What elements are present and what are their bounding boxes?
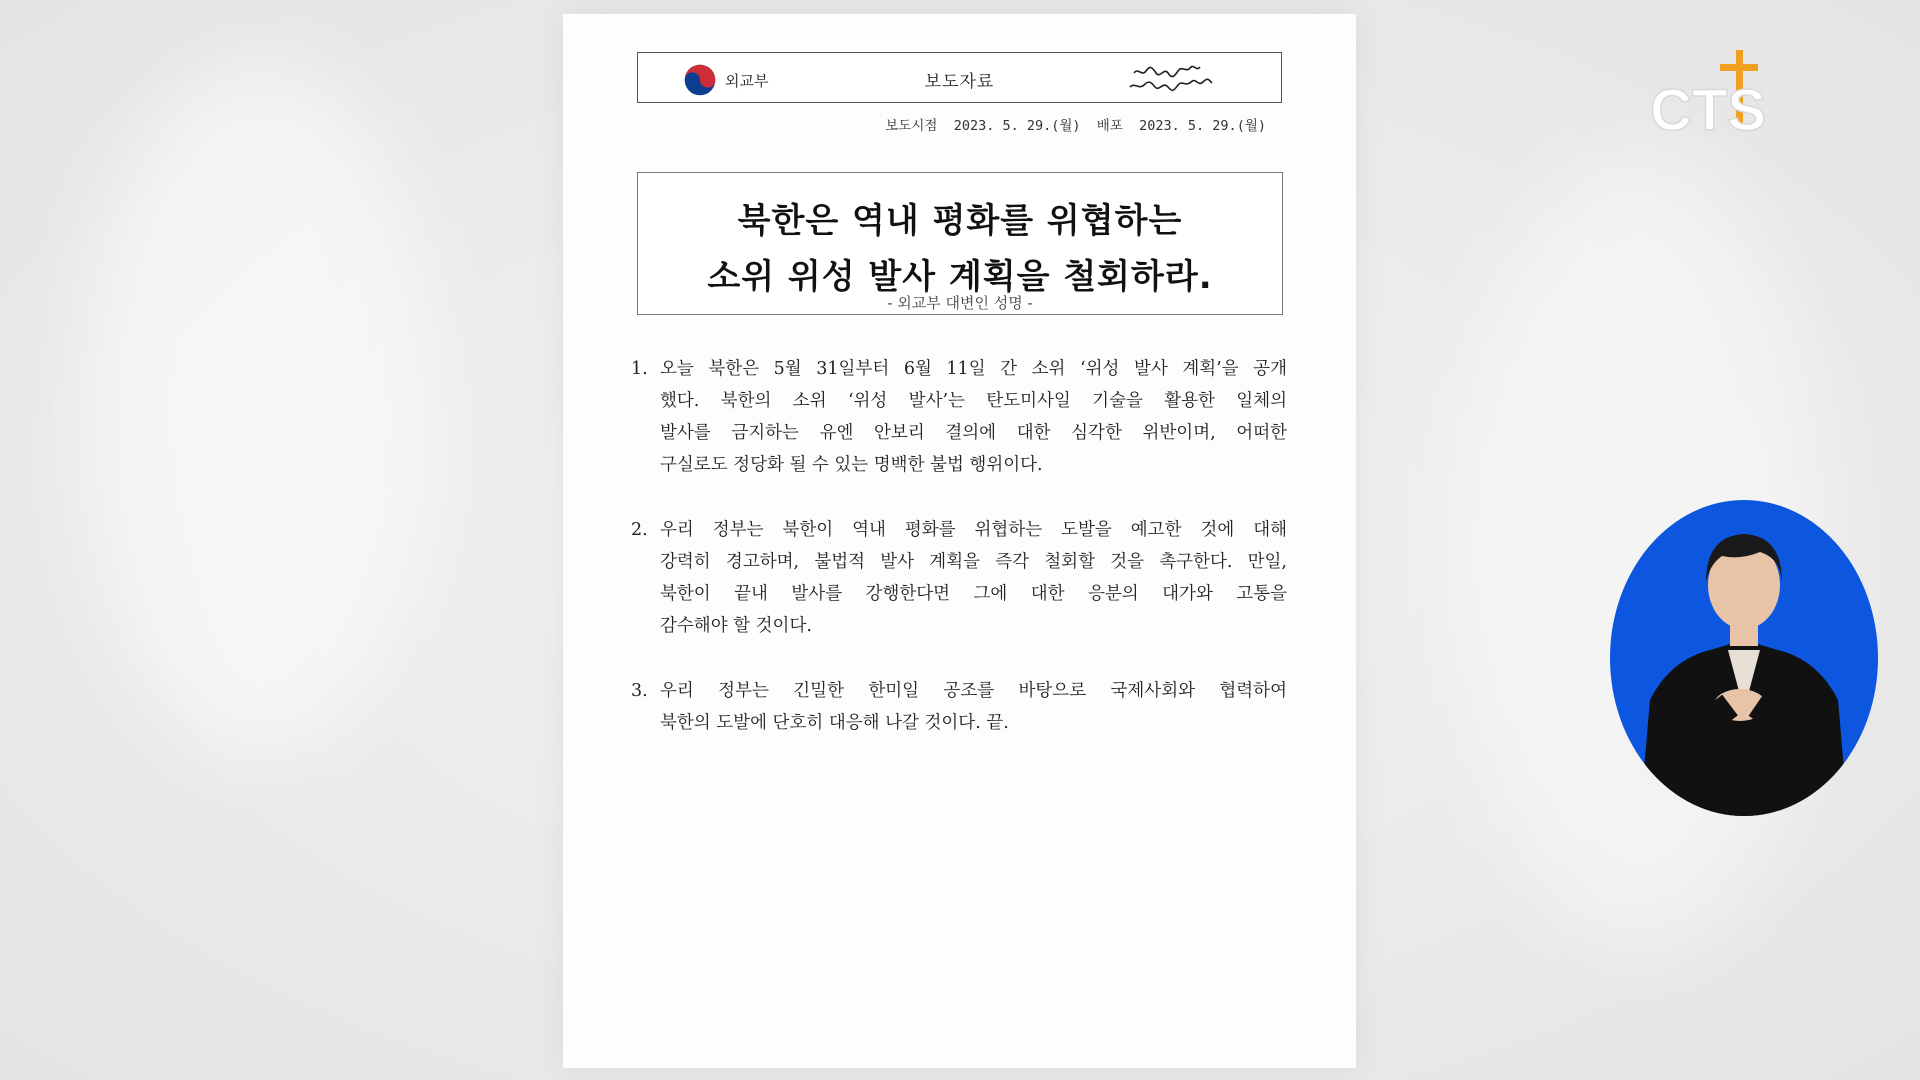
paragraph-line: 오늘 북한은 5월 31일부터 6월 11일 간 소위 ‘위성 발사 계획’을 공개 bbox=[660, 359, 1287, 379]
release-timing bbox=[885, 114, 1266, 134]
paragraph-line: 북한이 끝내 발사를 강행한다면 그에 대한 응분의 대가와 고통을 bbox=[660, 584, 1287, 604]
paragraph-line: 우리 정부는 긴밀한 한미일 공조를 바탕으로 국제사회와 협력하여 bbox=[660, 681, 1287, 701]
distribution-value: 2023. 5. 29.(월) bbox=[1139, 118, 1266, 134]
interpreter-figure-icon bbox=[1610, 500, 1878, 816]
cts-logo bbox=[1646, 50, 1786, 140]
paragraph-2 bbox=[631, 514, 1287, 642]
headline-line-2: 소위 위성 발사 계획을 철회하라. bbox=[707, 257, 1213, 297]
paragraph-3 bbox=[631, 675, 1287, 739]
release-time-label: 보도시점 bbox=[885, 118, 938, 134]
background-blur bbox=[80, 60, 440, 760]
headline-line-1: 북한은 역내 평화를 위협하는 bbox=[737, 201, 1183, 241]
paragraph-1 bbox=[631, 353, 1287, 481]
paragraph-number: 3. bbox=[631, 681, 648, 701]
release-time-value: 2023. 5. 29.(월) bbox=[953, 118, 1081, 134]
paragraph-number: 2. bbox=[631, 520, 648, 540]
press-release-page bbox=[563, 14, 1356, 1068]
distribution-label: 배포 bbox=[1096, 118, 1123, 134]
title-box bbox=[637, 172, 1283, 315]
press-release-label: 보도자료 bbox=[924, 72, 995, 92]
paragraph-line: 강력히 경고하며, 불법적 발사 계획을 즉각 철회할 것을 촉구한다. 만일, bbox=[660, 552, 1287, 572]
paragraph-line: 구실로도 정당화 될 수 있는 명백한 불법 행위이다. bbox=[660, 455, 1043, 475]
paragraph-line: 우리 정부는 북한이 역내 평화를 위협하는 도발을 예고한 것에 대해 bbox=[660, 520, 1287, 540]
letterhead bbox=[637, 52, 1282, 103]
headline-subtitle: - 외교부 대변인 성명 - bbox=[887, 294, 1033, 312]
paragraph-line: 북한의 도발에 단호히 대응해 나갈 것이다. 끝. bbox=[660, 713, 1009, 733]
ministry-name: 외교부 bbox=[725, 71, 769, 90]
cts-logo-text: CTS bbox=[1650, 78, 1766, 140]
paragraph-line: 했다. 북한의 소위 ‘위성 발사’는 탄도미사일 기술을 활용한 일체의 bbox=[660, 391, 1287, 411]
paragraph-number: 1. bbox=[631, 359, 648, 379]
sign-language-interpreter-video bbox=[1610, 500, 1878, 816]
slogan-signature-icon bbox=[1126, 61, 1226, 97]
paragraph-line: 감수해야 할 것이다. bbox=[660, 616, 812, 636]
paragraph-line: 발사를 금지하는 유엔 안보리 결의에 대한 심각한 위반이며, 어떠한 bbox=[660, 423, 1287, 443]
